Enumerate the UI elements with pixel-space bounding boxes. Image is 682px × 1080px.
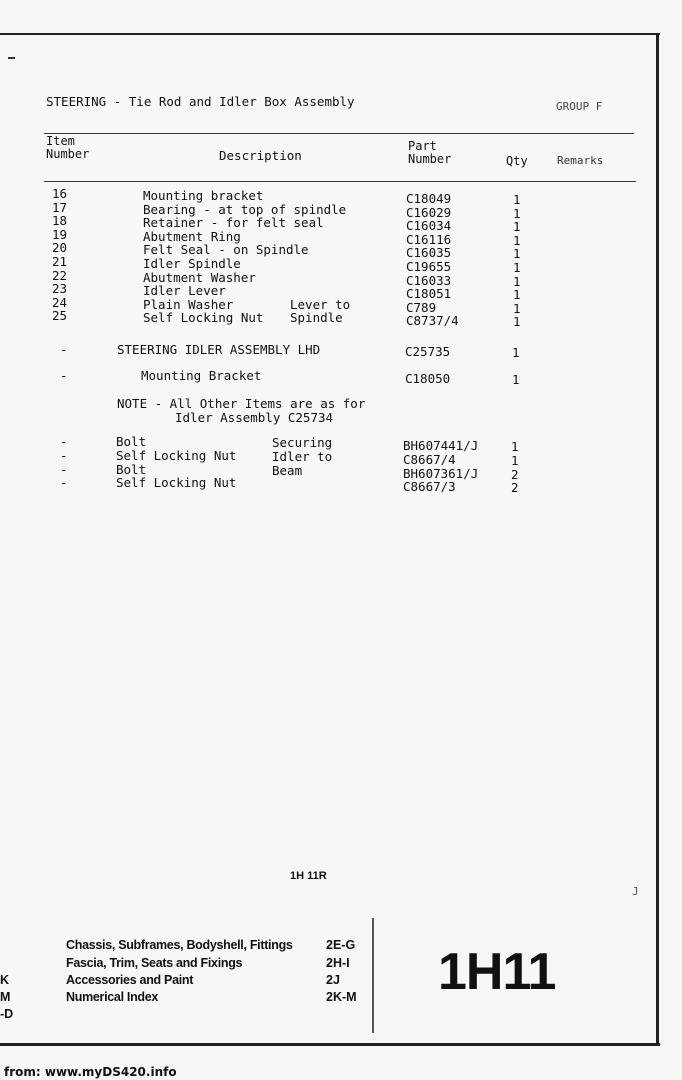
edge-code: -D (0, 1007, 14, 1021)
index-box-rule (372, 918, 374, 1033)
row-part-number: BH607441/J (403, 438, 479, 453)
row-description: Self Locking Nut (116, 475, 237, 491)
header-rule-top (44, 133, 634, 134)
row-part-number: C16116 (406, 231, 452, 247)
row-qty: 1 (513, 219, 521, 235)
page-title: STEERING - Tie Rod and Idler Box Assembly (46, 94, 355, 109)
row-part-number: C8667/4 (403, 451, 456, 467)
row-part-number: C16029 (406, 204, 452, 220)
row-item: 22 (52, 267, 68, 283)
row-part-number: C789 (406, 299, 437, 315)
page-border-top (0, 33, 660, 35)
scan-mark (8, 57, 15, 59)
row-item: - (60, 475, 68, 491)
row-description: Bolt (116, 461, 147, 477)
row-part-number: BH607361/J (403, 465, 479, 481)
col-remarks: Remarks (557, 154, 604, 167)
row-part-number: C25735 (405, 344, 451, 359)
row-item: - (60, 434, 68, 449)
row-description: Plain Washer (143, 296, 234, 312)
row-description: STEERING IDLER ASSEMBLY LHD (117, 342, 321, 357)
index-code: 2J (326, 973, 340, 987)
row-qty: 2 (511, 480, 519, 496)
index-code: 2K-M (326, 990, 357, 1004)
row-note: Lever to (290, 296, 351, 312)
row-qty: 1 (513, 246, 521, 262)
row-description: Felt Seal - on Spindle (143, 242, 309, 258)
row-item: 25 (52, 308, 68, 324)
row-qty: 1 (513, 273, 521, 289)
row-description: Retainer - for felt seal (143, 215, 324, 231)
row-description: Abutment Ring (143, 228, 241, 244)
row-part-number: C18051 (406, 286, 452, 302)
row-description: Mounting Bracket (141, 368, 262, 383)
row-item: 23 (52, 281, 68, 297)
index-label: Fascia, Trim, Seats and Fixings (66, 956, 243, 970)
row-description: Idler Lever (143, 283, 226, 299)
note-line-2: Idler Assembly C25734 (175, 410, 334, 425)
index-label: Numerical Index (66, 990, 159, 1004)
row-item: 21 (52, 254, 68, 269)
row-item: 17 (52, 199, 68, 215)
row-qty: 1 (513, 287, 521, 303)
index-label: Chassis, Subframes, Bodyshell, Fittings (66, 938, 293, 952)
row-qty: 1 (511, 439, 519, 454)
row-description: Self Locking Nut (143, 310, 264, 326)
edge-code: K (0, 973, 10, 987)
row-qty: 1 (513, 260, 521, 275)
row-item: - (60, 342, 68, 357)
row-qty: 1 (513, 232, 521, 248)
row-description: Mounting bracket (143, 188, 264, 203)
col-qty: Qty (506, 154, 528, 168)
row-qty: 1 (513, 300, 521, 316)
row-item: - (60, 368, 68, 383)
row-item: 24 (52, 294, 68, 310)
row-note: Beam (272, 462, 303, 478)
corner-mark: J (632, 885, 639, 898)
row-description: Idler Spindle (143, 256, 241, 271)
row-part-number: C16035 (406, 245, 452, 261)
row-note: Securing (272, 435, 333, 450)
row-item: - (60, 447, 68, 463)
row-part-number: C19655 (406, 259, 452, 274)
row-part-number: C18049 (406, 191, 452, 206)
row-qty: 1 (513, 192, 521, 207)
row-part-number: C16034 (406, 218, 452, 234)
row-part-number: C16033 (406, 272, 452, 288)
row-description: Abutment Washer (143, 269, 256, 285)
index-code: 2H-I (326, 956, 350, 970)
row-part-number: C18050 (405, 371, 451, 386)
col-description: Description (219, 148, 302, 163)
footer-source: from: www.myDS420.info (4, 1065, 177, 1079)
row-part-number: C8737/4 (406, 313, 459, 329)
row-description: Self Locking Nut (116, 447, 237, 463)
row-item: 16 (52, 186, 68, 201)
index-code: 2E-G (326, 938, 356, 952)
header-rule-bottom (44, 181, 636, 182)
row-item: 20 (52, 240, 68, 256)
row-description: Bolt (116, 434, 147, 449)
row-qty: 2 (511, 466, 519, 482)
row-qty: 1 (512, 372, 520, 387)
note-line-1: NOTE - All Other Items are as for (117, 396, 366, 411)
group-label: GROUP F (556, 100, 603, 113)
col-item-line2: Number (46, 147, 90, 161)
col-part-line1: Part (408, 139, 437, 153)
row-part-number: C8667/3 (403, 479, 456, 495)
row-description: Bearing - at top of spindle (143, 201, 347, 217)
row-item: - (60, 461, 68, 477)
row-qty: 1 (512, 345, 520, 360)
row-qty: 1 (511, 452, 519, 468)
col-part-line2: Number (408, 152, 452, 166)
row-qty: 1 (513, 314, 521, 330)
fiche-code: 1H11 (438, 943, 556, 1001)
row-item: 18 (52, 213, 68, 229)
row-note: Spindle (290, 310, 343, 326)
row-item: 19 (52, 226, 68, 242)
row-qty: 1 (513, 205, 521, 221)
index-label: Accessories and Paint (66, 973, 194, 987)
page-border-right (656, 33, 659, 1045)
col-item-line1: Item (46, 134, 75, 148)
page-reference: 1H 11R (290, 870, 327, 882)
page-border-bottom (0, 1043, 660, 1046)
row-note: Idler to (272, 448, 333, 464)
edge-code: M (0, 990, 11, 1004)
